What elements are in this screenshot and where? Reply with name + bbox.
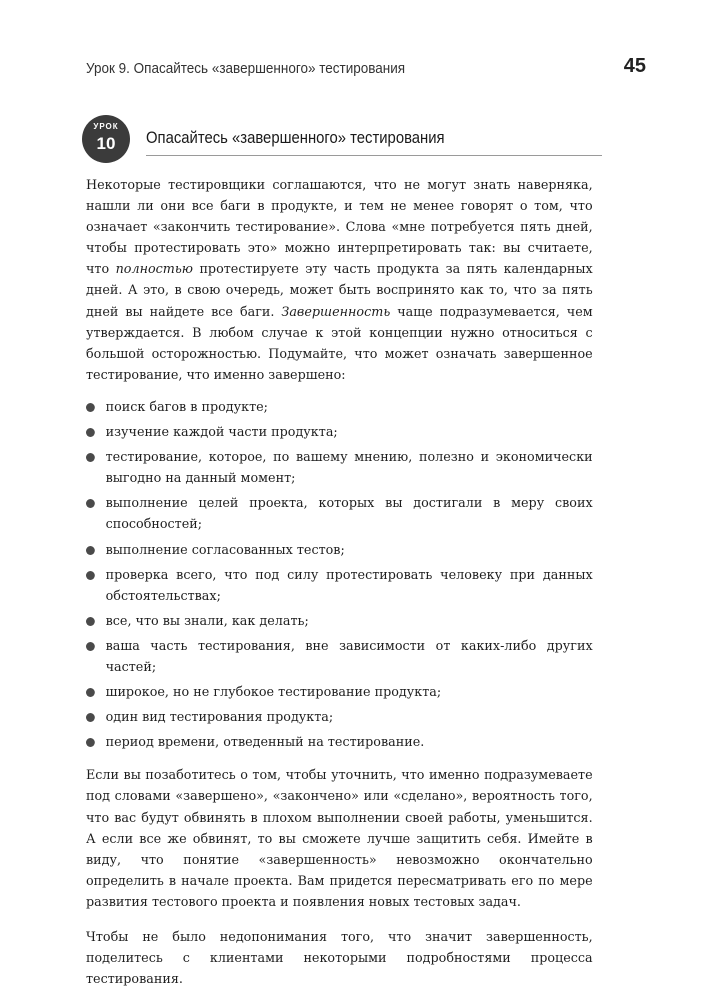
- list-item-text: поиск багов в продукте;: [105, 399, 268, 415]
- bullet-icon: [86, 571, 95, 580]
- list-item-text: период времени, отведенный на тестирование.: [105, 735, 425, 751]
- list-item-text: широкое, но не глубокое тестирование продукта;: [105, 685, 442, 701]
- intro-text-1: Некоторые тестировщики соглашаются, что не могут знать наверняка, нашли ли они все баги в продукте, и тем не менее говорят о том, что означает «закончить тестирование». Слова «мне потребуется пять дней, чтобы протестировать это» можно интерпретировать так: вы считаете, что: [86, 178, 593, 278]
- lesson-title-rule: [146, 155, 602, 156]
- body-text: [86, 175, 593, 990]
- running-head-title: Урок 9. Опасайтесь «завершенного» тестирования: [86, 60, 406, 77]
- bullet-icon: [86, 403, 95, 412]
- bullet-icon: [86, 428, 95, 437]
- list-item: [86, 540, 593, 561]
- lesson-badge: [82, 115, 130, 163]
- bullet-list: [86, 397, 593, 753]
- lesson-badge-number: 10: [96, 134, 116, 153]
- bullet-icon: [86, 713, 95, 722]
- bullet-icon: [86, 453, 95, 462]
- page-number: 45: [623, 55, 646, 77]
- bullet-icon: [86, 499, 95, 508]
- body-paragraph: Чтобы не было недопонимания того, что значит завершенность, поделитесь с клиентами некоторыми подробностями процесса тестирования.: [86, 930, 593, 988]
- bullet-icon: [86, 688, 95, 697]
- list-item: [86, 682, 593, 703]
- running-head: [86, 57, 646, 81]
- list-item: [86, 397, 593, 418]
- lesson-title: Опасайтесь «завершенного» тестирования: [146, 129, 445, 147]
- list-item: [86, 565, 593, 607]
- intro-paragraph: [86, 175, 593, 386]
- intro-text-3: чаще подразумевается, чем утверждается. В любом случае к этой концепции нужно относиться с большой осторожностью. Подумайте, что может означать завершенное тестирование, что именно завершено:: [86, 304, 593, 383]
- list-item-text: все, что вы знали, как делать;: [105, 613, 309, 629]
- list-item: [86, 707, 593, 728]
- list-item: [86, 493, 593, 535]
- intro-emphasis-2: Завершенность: [281, 304, 391, 320]
- list-item: [86, 732, 593, 753]
- list-item-text: изучение каждой части продукта;: [105, 425, 338, 441]
- list-item-text: выполнение целей проекта, которых вы достигали в меру своих способностей;: [105, 496, 593, 533]
- bullet-icon: [86, 546, 95, 555]
- lesson-badge-label: УРОК: [93, 122, 119, 131]
- body-paragraph: Если вы позаботитесь о том, чтобы уточнить, что именно подразумеваете под словами «завершено», «закончено» или «сделано», вероятность того, что вас будут обвинять в плохом выполнении своей работы, уменьшится. А если все же обвинят, то вы сможете лучше защитить себя. Имейте в виду, что понятие «завершенность» невозможно окончательно определить в начале проекта. Вам придется пересматривать его по мере развития тестового проекта и появления новых тестовых задач.: [86, 768, 593, 910]
- intro-emphasis-1: полностью: [115, 262, 194, 278]
- list-item: [86, 636, 593, 678]
- lesson-header: [82, 115, 602, 163]
- list-item-text: один вид тестирования продукта;: [105, 710, 334, 726]
- list-item-text: тестирование, которое, по вашему мнению, полезно и экономически выгодно на данный момент;: [105, 450, 593, 487]
- bullet-icon: [86, 738, 95, 747]
- list-item: [86, 611, 593, 632]
- bullet-icon: [86, 642, 95, 651]
- intro-text-2: протестируете эту часть продукта за пять календарных дней. А это, в свою очередь, может быть воспринято как то, что за пять дней вы найдете все баги.: [86, 262, 593, 320]
- list-item-text: выполнение согласованных тестов;: [105, 542, 345, 558]
- list-item: [86, 422, 593, 443]
- list-item: [86, 447, 593, 489]
- list-item-text: ваша часть тестирования, вне зависимости от каких-либо других частей;: [105, 638, 593, 675]
- bullet-icon: [86, 617, 95, 626]
- list-item-text: проверка всего, что под силу протестировать человеку при данных обстоятельствах;: [105, 567, 593, 604]
